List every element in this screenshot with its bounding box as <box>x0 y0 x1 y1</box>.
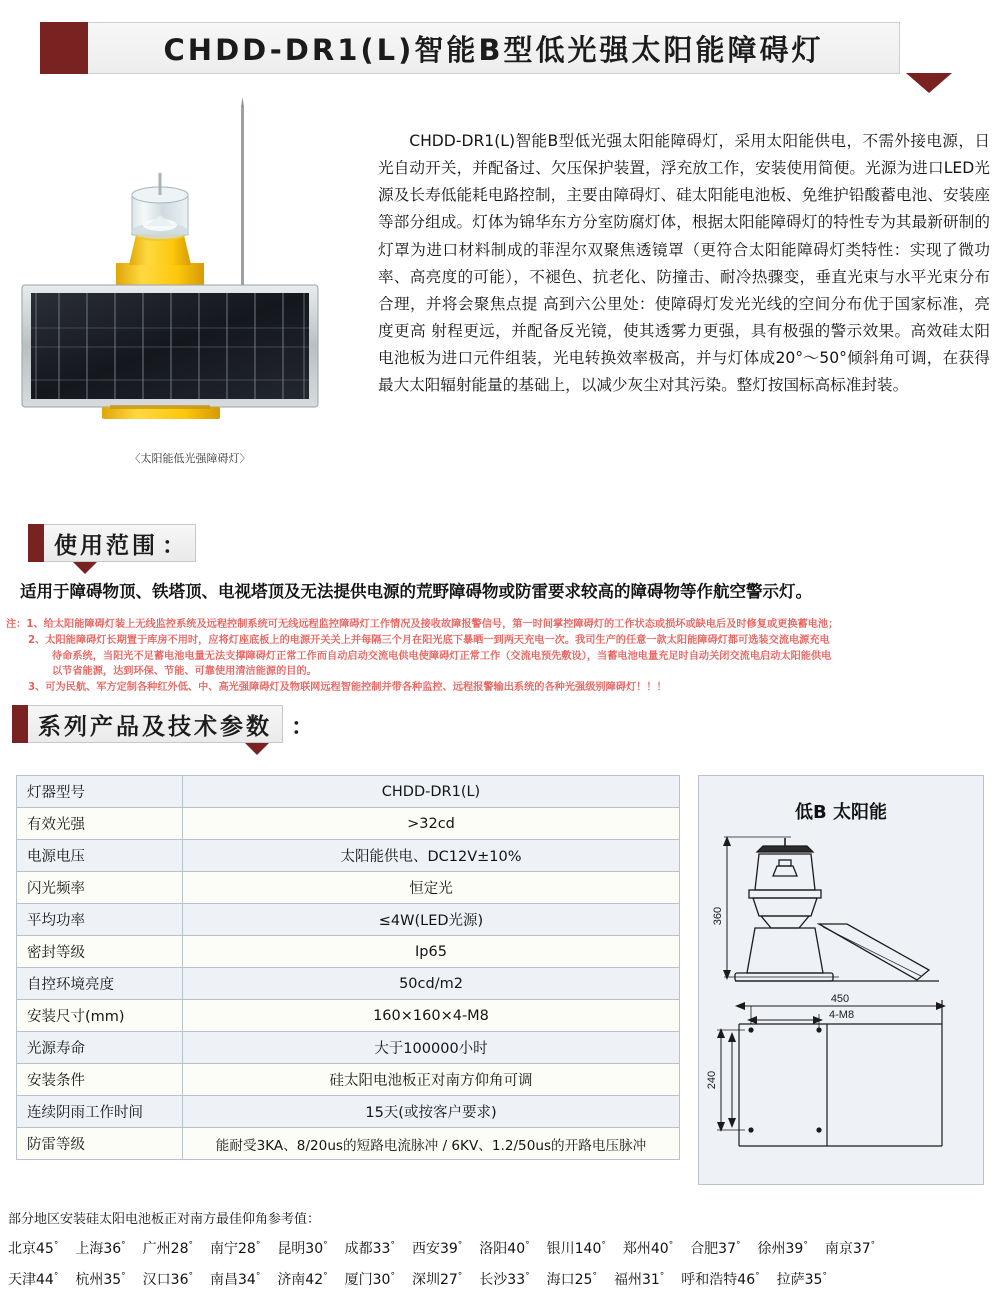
degree-symbol-icon: ° <box>736 1240 741 1251</box>
city-angle-item <box>8 1269 58 1289</box>
table-row <box>17 840 680 872</box>
city-name: 济南42 <box>277 1272 324 1288</box>
spec-value: 恒定光 <box>183 872 680 904</box>
city-angle-item <box>758 1238 808 1258</box>
spec-key: 安装条件 <box>17 1064 183 1096</box>
specs-accent-bar <box>12 705 28 743</box>
spec-value: 能耐受3KA、8/20us的短路电流脉冲 / 6KV、1.2/50us的开路电压脉冲 <box>183 1128 680 1160</box>
scope-heading-colon: ： <box>162 531 185 558</box>
city-name: 广州28 <box>142 1241 189 1257</box>
city-name: 拉萨35 <box>776 1272 823 1288</box>
product-photo-caption: 〈太阳能低光强障碍灯〉 <box>129 453 251 465</box>
city-angle-item <box>412 1269 462 1289</box>
degree-symbol-icon: ° <box>390 1240 395 1251</box>
city-name: 郑州40 <box>622 1241 669 1257</box>
note-text: 待命系统，当阳光不足蓄电池电量无法支撑障碍灯正常工作而自动启动交流电供电使障碍灯正常工作（交流电预先敷设），当蓄电池电量充足时自动关闭交流电启动太阳能供电 <box>52 650 832 662</box>
note-text: 太阳能障碍灯长期置于库房不用时，应将灯座底板上的电源开关关上并每隔三个月在阳光底下暴晒一到两天充电一次。我司生产的任意一款太阳能障碍灯都可选装交流电源充电 <box>45 634 830 646</box>
city-name: 上海36 <box>75 1241 122 1257</box>
spec-value: 50cd/m2 <box>183 968 680 1000</box>
product-description: CHDD-DR1(L)智能B型低光强太阳能障碍灯，采用太阳能供电，不需外接电源，日光自动开关，并配备过、欠压保护装置，浮充放工作，安装使用简便。光源为进口LED光源及长寿低能耗电路控制，主要由障碍灯、硅太阳能电池板、免维护铅酸蓄电池、安装座等部分组成。灯体为锦华东方分室防腐灯体，根据太阳能障碍灯的特性专为其最新研制的灯罩为进口材料制成的菲涅尔双聚焦透镜罩（更符合太阳能障碍灯类特性：实现了微功率、高亮度的可能），不褪色、抗老化、防撞击、耐冷热骤变，垂直光束与水平光束分布合理，并将会聚焦点提 高到六公里处：使障碍灯发光光线的空间分布优于国家标准，亮度更高 射程更远，并配备反光镜，使其透雾力更强，具有极强的警示效果。高效硅太阳电池板为进口元件组装，光电转换效率极高，并与灯体成20°～50°倾斜角可调，在获得最大太阳辐射能量的基础上，以减少灰尘对其污染。整灯按国标高标准封装。 <box>378 132 990 395</box>
spec-key: 防雷等级 <box>17 1128 183 1160</box>
city-angle-item <box>623 1238 673 1258</box>
city-angle-item <box>614 1269 664 1289</box>
degree-symbol-icon: ° <box>121 1271 126 1282</box>
specs-heading-colon: ： <box>291 712 314 739</box>
city-angle-item <box>777 1269 827 1289</box>
note-item <box>6 680 996 696</box>
note-continuation <box>6 649 996 665</box>
city-angle-item <box>547 1269 597 1289</box>
city-name: 徐州39 <box>757 1241 804 1257</box>
degree-symbol-icon: ° <box>525 1271 530 1282</box>
city-name: 北京45 <box>8 1241 54 1257</box>
city-name: 呼和浩特46 <box>681 1272 756 1288</box>
spec-value: ≤4W(LED光源) <box>183 904 680 936</box>
degree-symbol-icon: ° <box>53 1240 59 1251</box>
page-title: CHDD-DR1(L)智能B型低光强太阳能障碍灯 <box>163 32 824 67</box>
notes-block <box>6 617 996 696</box>
note-text: 给太阳能障碍灯装上无线监控系统及远程控制系统可无线远程监控障碍灯工作情况及接收故障报警信号，第一时间掌控障碍灯的工作状态或损坏或缺电后及时修复或更换蓄电池； <box>43 619 839 630</box>
city-angle-item <box>345 1238 395 1258</box>
city-angle-item <box>277 1269 327 1289</box>
city-name: 深圳27 <box>411 1272 458 1288</box>
spec-value: 大于100000小时 <box>183 1032 680 1064</box>
solar-obstruction-light-photo <box>10 95 370 425</box>
city-angle-item <box>75 1269 125 1289</box>
city-angle-item <box>8 1238 58 1258</box>
spec-key: 电源电压 <box>17 840 183 872</box>
city-name: 成都33 <box>344 1241 391 1257</box>
degree-symbol-icon: ° <box>659 1271 665 1282</box>
spec-key: 平均功率 <box>17 904 183 936</box>
degree-symbol-icon: ° <box>525 1240 530 1251</box>
page-title-banner <box>40 22 900 74</box>
note-number: 1、 <box>26 619 44 630</box>
city-angle-item <box>479 1238 529 1258</box>
note-text: 以节省能源，达到环保、节能、可靠使用清洁能源的目的。 <box>52 666 317 678</box>
degree-symbol-icon: ° <box>592 1271 597 1282</box>
spec-key: 连续阴雨工作时间 <box>17 1096 183 1128</box>
spec-table <box>16 775 680 1160</box>
spec-key: 密封等级 <box>17 936 183 968</box>
title-box <box>88 22 900 74</box>
spec-key: 自控环境亮度 <box>17 968 183 1000</box>
section-header-specs <box>12 705 314 743</box>
degree-symbol-icon: ° <box>390 1271 395 1282</box>
section-header-scope <box>28 524 196 562</box>
city-name: 昆明30 <box>277 1241 324 1257</box>
specs-header-box <box>28 705 283 743</box>
table-row <box>17 1032 680 1064</box>
notes-lead-label: 注： <box>6 619 27 630</box>
title-accent-bar <box>40 22 88 74</box>
table-row <box>17 808 680 840</box>
thread-spec-label: 4-M8 <box>829 1009 855 1021</box>
table-row <box>17 872 680 904</box>
city-angle-item <box>210 1238 260 1258</box>
table-row <box>17 968 680 1000</box>
dim-height-label: 360 <box>712 906 724 926</box>
note-item <box>6 633 996 649</box>
spec-and-drawing-area <box>16 775 984 1190</box>
degree-symbol-icon: ° <box>121 1240 126 1251</box>
city-angle-item <box>547 1238 606 1258</box>
city-angle-row <box>8 1238 992 1258</box>
spec-key: 安装尺寸(mm) <box>17 1000 183 1032</box>
city-name: 南昌34 <box>209 1272 256 1288</box>
city-name: 洛阳40 <box>479 1241 526 1257</box>
title-triangle-marker <box>906 73 952 93</box>
dimension-drawing <box>699 828 985 1188</box>
city-angle-item <box>210 1269 260 1289</box>
city-name: 西安39 <box>411 1241 458 1257</box>
degree-symbol-icon: ° <box>822 1271 827 1282</box>
degree-symbol-icon: ° <box>755 1271 760 1282</box>
city-angle-row <box>8 1269 992 1289</box>
city-name: 杭州35 <box>75 1272 122 1288</box>
city-name: 福州31 <box>613 1272 660 1288</box>
city-angle-item <box>143 1269 193 1289</box>
city-name: 银川140 <box>546 1241 602 1257</box>
degree-symbol-icon: ° <box>323 1240 328 1251</box>
table-row <box>17 904 680 936</box>
footer-title: 部分地区安装硅太阳电池板正对南方最佳仰角参考值： <box>8 1212 321 1227</box>
spec-value: >32cd <box>183 808 680 840</box>
city-name: 南宁28 <box>209 1241 256 1257</box>
scope-triangle-marker <box>73 562 97 574</box>
degree-symbol-icon: ° <box>188 1271 193 1282</box>
city-name: 厦门30 <box>344 1272 391 1288</box>
scope-heading: 使用范围 <box>54 532 158 559</box>
city-name: 天津44 <box>8 1272 54 1288</box>
degree-symbol-icon: ° <box>668 1240 674 1251</box>
spec-value: 太阳能供电、DC12V±10% <box>183 840 680 872</box>
city-name: 南京37 <box>824 1241 871 1257</box>
spec-key: 有效光强 <box>17 808 183 840</box>
degree-symbol-icon: ° <box>803 1240 808 1251</box>
table-row <box>17 1128 680 1160</box>
spec-value: CHDD-DR1(L) <box>183 776 680 808</box>
degree-symbol-icon: ° <box>601 1240 606 1251</box>
scope-header-box <box>44 524 196 562</box>
spec-key: 闪光频率 <box>17 872 183 904</box>
city-angle-item <box>479 1269 529 1289</box>
note-number: 2、 <box>28 634 46 646</box>
spec-value: 15天(或按客户要求) <box>183 1096 680 1128</box>
note-item <box>6 617 996 633</box>
footer-reference-block <box>8 1208 992 1289</box>
city-name: 合肥37 <box>690 1241 737 1257</box>
city-name: 汉口36 <box>142 1272 189 1288</box>
specs-heading: 系列产品及技术参数 <box>38 713 272 740</box>
city-angle-item <box>681 1269 759 1289</box>
specs-triangle-marker <box>245 743 269 755</box>
degree-symbol-icon: ° <box>53 1271 59 1282</box>
degree-symbol-icon: ° <box>870 1240 876 1251</box>
technical-drawing-panel <box>698 775 984 1185</box>
degree-symbol-icon: ° <box>188 1240 193 1251</box>
city-name: 长沙33 <box>479 1272 526 1288</box>
degree-symbol-icon: ° <box>323 1271 328 1282</box>
table-row <box>17 776 680 808</box>
degree-symbol-icon: ° <box>457 1240 463 1251</box>
spec-key: 光源寿命 <box>17 1032 183 1064</box>
city-angle-item <box>825 1238 875 1258</box>
degree-symbol-icon: ° <box>457 1271 463 1282</box>
city-angle-item <box>143 1238 193 1258</box>
city-angle-item <box>412 1238 462 1258</box>
dim-depth-label: 240 <box>706 1070 718 1090</box>
note-continuation <box>6 664 996 680</box>
spec-value: 160×160×4-M8 <box>183 1000 680 1032</box>
table-row <box>17 1000 680 1032</box>
note-text: 可为民航、军方定制各种红外低、中、高光强障碍灯及物联网远程智能控制并带各种监控、远程报警输出系统的各种光强级别障碍灯！！！ <box>45 682 667 694</box>
scope-accent-bar <box>28 524 44 562</box>
degree-symbol-icon: ° <box>255 1271 261 1282</box>
table-row <box>17 1064 680 1096</box>
note-number: 3、 <box>28 682 46 694</box>
city-name: 海口25 <box>546 1272 593 1288</box>
city-angle-item <box>345 1269 395 1289</box>
table-row <box>17 936 680 968</box>
drawing-title: 低B 太阳能 <box>795 802 887 823</box>
city-angle-item <box>75 1238 125 1258</box>
scope-text: 适用于障碍物顶、铁塔顶、电视塔顶及无法提供电源的荒野障碍物或防雷要求较高的障碍物等作航空警示灯。 <box>20 582 812 601</box>
city-angle-item <box>690 1238 740 1258</box>
product-photo <box>10 95 370 425</box>
degree-symbol-icon: ° <box>255 1240 261 1251</box>
spec-key: 灯器型号 <box>17 776 183 808</box>
table-row <box>17 1096 680 1128</box>
city-angle-item <box>277 1238 327 1258</box>
dim-width-label: 450 <box>830 993 850 1005</box>
spec-value: 硅太阳电池板正对南方仰角可调 <box>183 1064 680 1096</box>
spec-value: Ip65 <box>183 936 680 968</box>
